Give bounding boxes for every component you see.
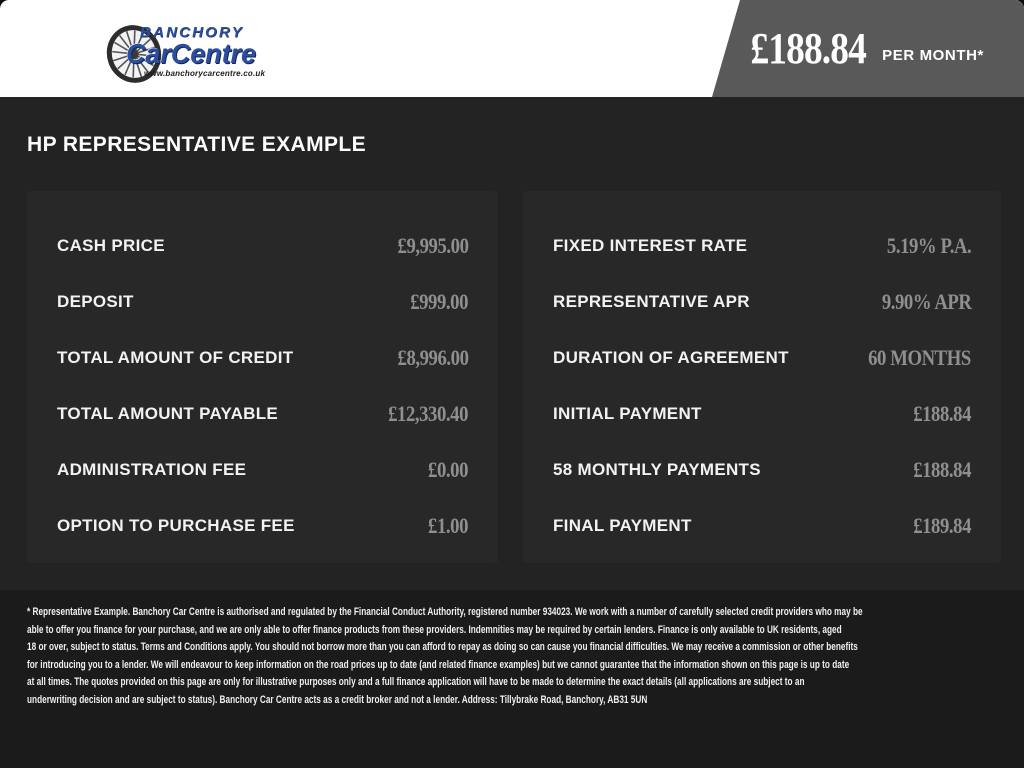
header <box>0 0 1024 97</box>
disclaimer-line: able to offer you finance for your purchase, and we are only able to offer finance products from these providers. Indemnities may be required by certain lenders. Finance is only available to UK residents, aged <box>27 623 842 636</box>
disclaimer-footer <box>0 590 1024 768</box>
finance-label: FINAL PAYMENT <box>553 516 692 535</box>
dealer-logo[interactable] <box>102 20 266 88</box>
disclaimer-line: underwriting decision and are subject to status). Banchory Car Centre acts as a credit broker and not a lender. Address: Tillybrake Road, Banchory, AB31 5UN <box>27 693 648 706</box>
finance-value: £0.00 <box>428 457 468 482</box>
logo-url: www.banchorycarcentre.co.uk <box>144 69 266 78</box>
finance-value: £12,330.40 <box>388 401 468 426</box>
finance-label: INITIAL PAYMENT <box>553 404 702 423</box>
finance-row <box>57 218 468 274</box>
finance-row <box>57 386 468 442</box>
finance-label: ADMINISTRATION FEE <box>57 460 247 479</box>
finance-value: £8,996.00 <box>397 345 468 370</box>
finance-panel-right <box>523 191 1001 563</box>
disclaimer-line: for introducing you to a lender. We will endeavour to keep information on the road prices up to date (and related finance examples) but we cannot guarantee that the information shown on this page is up to date <box>27 658 850 671</box>
finance-row <box>57 498 468 554</box>
disclaimer-line: * Representative Example. Banchory Car Centre is authorised and regulated by the Financial Conduct Authority, registered number 934023. We work with a number of carefully selected credit providers who may be <box>27 606 863 618</box>
disclaimer-line: at all times. The quotes provided on this page are only for illustrative purposes only and a full finance application will have to be made to determine the exact details (all applications are subject to an <box>27 676 805 688</box>
disclaimer-line: 18 or over, subject to status. Terms and Conditions apply. You should not borrow more than you can afford to repay as doing so can cause you financial difficulties. We may receive a commission or other benefits <box>27 641 858 653</box>
finance-row <box>553 498 971 554</box>
finance-label: TOTAL AMOUNT OF CREDIT <box>57 348 294 367</box>
finance-value: £1.00 <box>428 513 468 538</box>
monthly-price <box>730 0 984 97</box>
finance-value: £188.84 <box>913 457 971 482</box>
logo-line2: CarCentre <box>126 38 256 69</box>
finance-value: £188.84 <box>913 401 971 426</box>
page-title: HP REPRESENTATIVE EXAMPLE <box>27 133 367 156</box>
finance-label: FIXED INTEREST RATE <box>553 236 748 255</box>
finance-row <box>57 274 468 330</box>
finance-row <box>553 274 971 330</box>
finance-value: 9.90% APR <box>881 289 971 314</box>
logo-line1: BANCHORY <box>140 24 244 41</box>
finance-value: 5.19% P.A. <box>886 233 971 258</box>
finance-row <box>553 218 971 274</box>
finance-label: TOTAL AMOUNT PAYABLE <box>57 404 279 423</box>
finance-row <box>553 442 971 498</box>
finance-label: DEPOSIT <box>57 292 134 311</box>
logo-text <box>126 24 266 78</box>
finance-panel-left <box>27 191 498 563</box>
finance-label: REPRESENTATIVE APR <box>553 292 750 311</box>
finance-value: £999.00 <box>410 289 468 314</box>
finance-row <box>553 330 971 386</box>
finance-label: CASH PRICE <box>57 236 165 255</box>
finance-row <box>553 386 971 442</box>
finance-label: OPTION TO PURCHASE FEE <box>57 516 295 535</box>
finance-value: £189.84 <box>913 513 971 538</box>
finance-value: 60 MONTHS <box>868 345 971 370</box>
finance-row <box>57 442 468 498</box>
monthly-price-amount: £188.84 <box>750 24 867 73</box>
finance-label: DURATION OF AGREEMENT <box>553 348 789 367</box>
finance-label: 58 MONTHLY PAYMENTS <box>553 460 761 479</box>
monthly-price-suffix: PER MONTH* <box>882 47 984 64</box>
finance-row <box>57 330 468 386</box>
finance-value: £9,995.00 <box>397 233 468 258</box>
